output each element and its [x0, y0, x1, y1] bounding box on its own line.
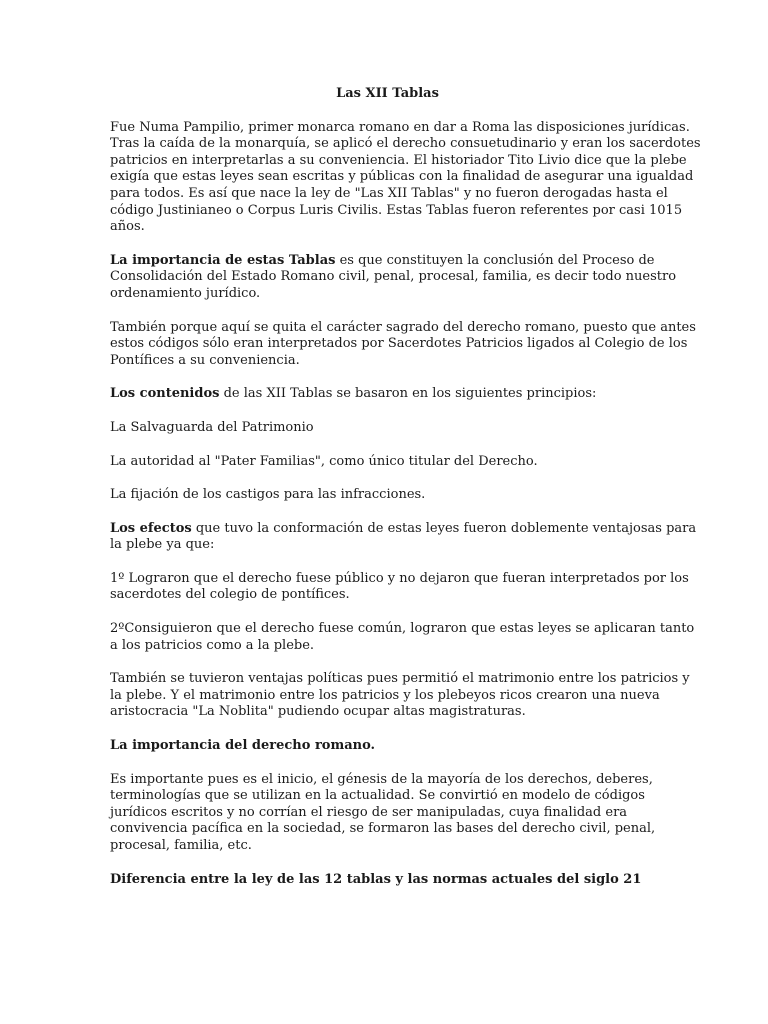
paragraph-effect-1 [110, 570, 689, 604]
paragraph-contents [110, 386, 665, 403]
text-span: de las XII Tablas se basaron en los siguientes principios: [219, 386, 597, 402]
text-line: 2ºConsiguieron que el derecho fuese común, lograron que estas leyes se aplicaran tanto [110, 621, 695, 637]
paragraph-effect-2 [110, 621, 695, 654]
text-line: convivencia pacífica en la sociedad, se formaron las bases del derecho civil, penal, [110, 821, 656, 837]
text-span: es que constituyen la conclusión del Proceso de [335, 252, 655, 268]
text-line: Fue Numa Pampilio, primer monarca romano en dar a Roma las disposiciones jurídicas. [110, 119, 690, 135]
text-line [110, 253, 665, 270]
bold-lead-text: Los efectos [110, 520, 192, 536]
document-title: Las XII Tablas [336, 86, 439, 101]
text-line: ordenamiento jurídico. [110, 285, 261, 301]
bold-lead-text: La importancia de estas Tablas [110, 252, 336, 268]
text-line: sacerdotes del colegio de pontífices. [110, 587, 350, 603]
text-line: aristocracia "La Noblita" pudiendo ocupar altas magistraturas. [110, 704, 526, 720]
bold-lead-text: Los contenidos [110, 386, 220, 402]
paragraph-sacred [110, 319, 696, 370]
text-line: a los patricios como a la plebe. [110, 637, 315, 653]
text-span: que tuvo la conformación de estas leyes fueron doblemente ventajosas para [191, 520, 697, 536]
text-line [110, 520, 697, 538]
text-line: la plebe. Y el matrimonio entre los patricios y los plebeyos ricos crearon una nueva [110, 687, 660, 703]
document-body [110, 86, 701, 905]
text-line: estos códigos sólo eran interpretados por Sacerdotes Patricios ligados al Colegio de los [110, 336, 688, 352]
paragraph-intro [110, 119, 701, 236]
text-line: exigía que estas leyes sean escritas y públicas con la finalidad de asegurar una igualdad [110, 169, 694, 185]
paragraph-principle-3: La fijación de los castigos para las infracciones. [110, 487, 426, 503]
paragraph-principle-2: La autoridad al "Pater Familias", como único titular del Derecho. [110, 453, 538, 469]
text-line: para todos. Es así que nace la ley de "Las XII Tablas" y no fueron derogadas hasta el [110, 185, 668, 201]
text-line: También porque aquí se quita el carácter sagrado del derecho romano, puesto que antes [110, 319, 696, 335]
text-line: Es importante pues es el inicio, el génesis de la mayoría de los derechos, deberes, [110, 771, 653, 787]
text-line: Consolidación del Estado Romano civil, penal, procesal, familia, es decir todo nuestro [110, 269, 677, 285]
text-line: También se tuvieron ventajas políticas pues permitió el matrimonio entre los patricios y [110, 671, 690, 687]
paragraph-roman-law [110, 772, 665, 855]
paragraph-political [110, 671, 690, 721]
section-heading-differences: Diferencia entre la ley de las 12 tablas y las normas actuales del siglo 21 [110, 871, 642, 887]
text-line: años. [110, 219, 145, 235]
text-line: Tras la caída de la monarquía, se aplicó el derecho consuetudinario y eran los sacerdotes [110, 136, 701, 152]
paragraph-principle-1: La Salvaguarda del Patrimonio [110, 419, 314, 435]
text-line: terminologías que se utilizan en la actualidad. Se convirtió en modelo de códigos [110, 788, 645, 804]
text-line: patricios en interpretarlas a su conveniencia. El historiador Tito Livio dice que la plebe [110, 152, 687, 168]
text-line: jurídicos escritos y no corrían el riesgo de ser manipuladas, cuya finalidad era [110, 804, 628, 820]
paragraph-importance [110, 252, 677, 303]
text-line: 1º Lograron que el derecho fuese público y no dejaron que fueran interpretados por los [110, 570, 689, 586]
section-heading-importance: La importancia del derecho romano. [110, 738, 376, 754]
text-line: Pontífices a su conveniencia. [110, 352, 300, 368]
text-line: código Justinianeo o Corpus Luris Civilis. Estas Tablas fueron referentes por casi 1015 [110, 202, 683, 218]
paragraph-effects [110, 520, 697, 554]
text-line: procesal, familia, etc. [110, 838, 252, 853]
text-line: la plebe ya que: [110, 537, 215, 553]
text-line [110, 386, 665, 403]
